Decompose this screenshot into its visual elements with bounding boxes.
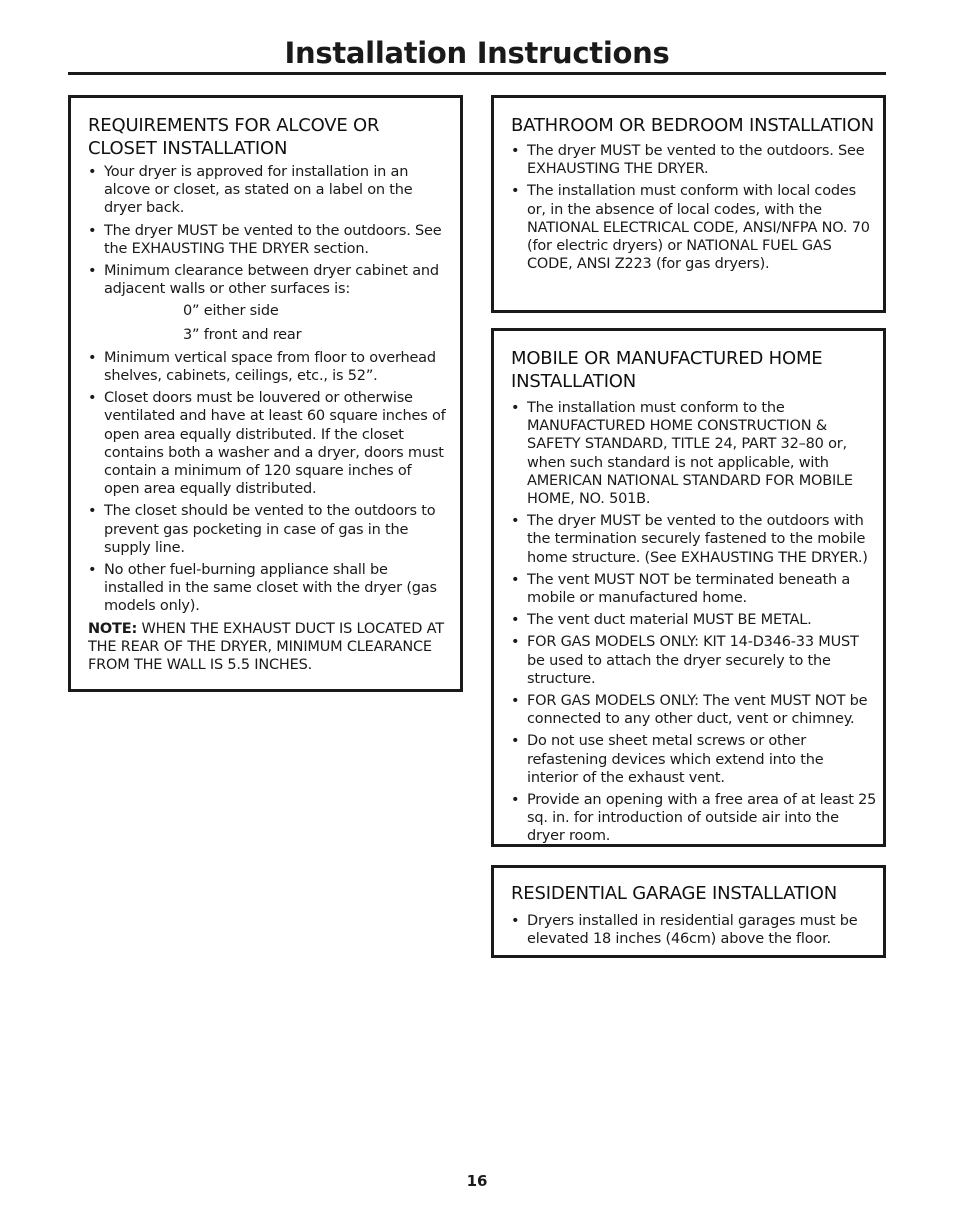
mobile-home-list bbox=[511, 399, 877, 846]
alcove-closet-list bbox=[88, 163, 451, 298]
bathroom-bedroom-heading: BATHROOM OR BEDROOM INSTALLATION bbox=[511, 115, 874, 136]
garage-section bbox=[491, 865, 886, 958]
list-item: • Dryers installed in residential garages must be elevated 18 inches (46cm) above the floor. bbox=[511, 912, 875, 948]
list-item: • The dryer MUST be vented to the outdoors. See the EXHAUSTING THE DRYER section. bbox=[88, 222, 451, 258]
list-item: • Do not use sheet metal screws or other refastening devices which extend into the interior of the exhaust vent. bbox=[511, 732, 877, 787]
exhaust-note bbox=[88, 620, 451, 675]
list-item: • Minimum vertical space from floor to overhead shelves, cabinets, ceilings, etc., is 52”. bbox=[88, 349, 451, 385]
list-item: • Provide an opening with a free area of at least 25 sq. in. for introduction of outside air into the dryer room. bbox=[511, 791, 877, 846]
list-item: • The closet should be vented to the outdoors to prevent gas pocketing in case of gas in the supply line. bbox=[88, 502, 451, 557]
mobile-home-section bbox=[491, 328, 886, 847]
list-item: • The installation must conform with local codes or, in the absence of local codes, with the NATIONAL ELECTRICAL CODE, ANSI/NFPA NO. 70 (for electric dryers) or NATIONAL FUEL GAS CODE, ANSI Z223 (for gas dryers). bbox=[511, 182, 875, 273]
note-label: NOTE: bbox=[88, 620, 138, 637]
list-item: • The installation must conform to the MANUFACTURED HOME CONSTRUCTION & SAFETY STANDARD, TITLE 24, PART 32–80 or, when such standard is not applicable, with AMERICAN NATIONAL STANDARD FOR MOBILE HOME, NO. 501B. bbox=[511, 399, 877, 508]
page-number: 16 bbox=[466, 1172, 488, 1190]
title-rule bbox=[68, 72, 886, 75]
list-item: • FOR GAS MODELS ONLY: The vent MUST NOT be connected to any other duct, vent or chimney. bbox=[511, 692, 877, 728]
list-item: • The vent MUST NOT be terminated beneath a mobile or manufactured home. bbox=[511, 571, 877, 607]
mobile-home-heading: MOBILE OR MANUFACTURED HOME INSTALLATION bbox=[511, 348, 823, 392]
alcove-closet-list-continued bbox=[88, 349, 451, 616]
list-item: • Closet doors must be louvered or otherwise ventilated and have at least 60 square inches of open area equally distributed. If the closet contains both a washer and a dryer, doors must contain a minimum of 120 square inches of open area equally distributed. bbox=[88, 389, 451, 498]
list-item: • Your dryer is approved for installation in an alcove or closet, as stated on a label on the dryer back. bbox=[88, 163, 451, 218]
list-item: • The dryer MUST be vented to the outdoors. See EXHAUSTING THE DRYER. bbox=[511, 142, 875, 178]
page-title: Installation Instructions bbox=[284, 36, 670, 70]
bathroom-bedroom-section bbox=[491, 95, 886, 313]
note-text: WHEN THE EXHAUST DUCT IS LOCATED AT THE REAR OF THE DRYER, MINIMUM CLEARANCE FROM THE WALL IS 5.5 INCHES. bbox=[88, 620, 444, 674]
garage-list bbox=[511, 912, 875, 948]
list-item: • No other fuel-burning appliance shall be installed in the same closet with the dryer (gas models only). bbox=[88, 561, 451, 616]
alcove-closet-section bbox=[68, 95, 463, 692]
list-item: • The dryer MUST be vented to the outdoors with the termination securely fastened to the mobile home structure. (See EXHAUSTING THE DRYER.) bbox=[511, 512, 877, 567]
garage-heading: RESIDENTIAL GARAGE INSTALLATION bbox=[511, 883, 837, 904]
clearance-side: 0” either side bbox=[183, 303, 279, 320]
list-item: • The vent duct material MUST BE METAL. bbox=[511, 611, 877, 629]
alcove-closet-heading: REQUIREMENTS FOR ALCOVE OR CLOSET INSTALLATION bbox=[88, 115, 380, 159]
list-item: • FOR GAS MODELS ONLY: KIT 14-D346-33 MUST be used to attach the dryer securely to the structure. bbox=[511, 633, 877, 688]
list-item: • Minimum clearance between dryer cabinet and adjacent walls or other surfaces is: bbox=[88, 262, 451, 298]
bathroom-bedroom-list bbox=[511, 142, 875, 273]
clearance-front-rear: 3” front and rear bbox=[183, 326, 302, 343]
